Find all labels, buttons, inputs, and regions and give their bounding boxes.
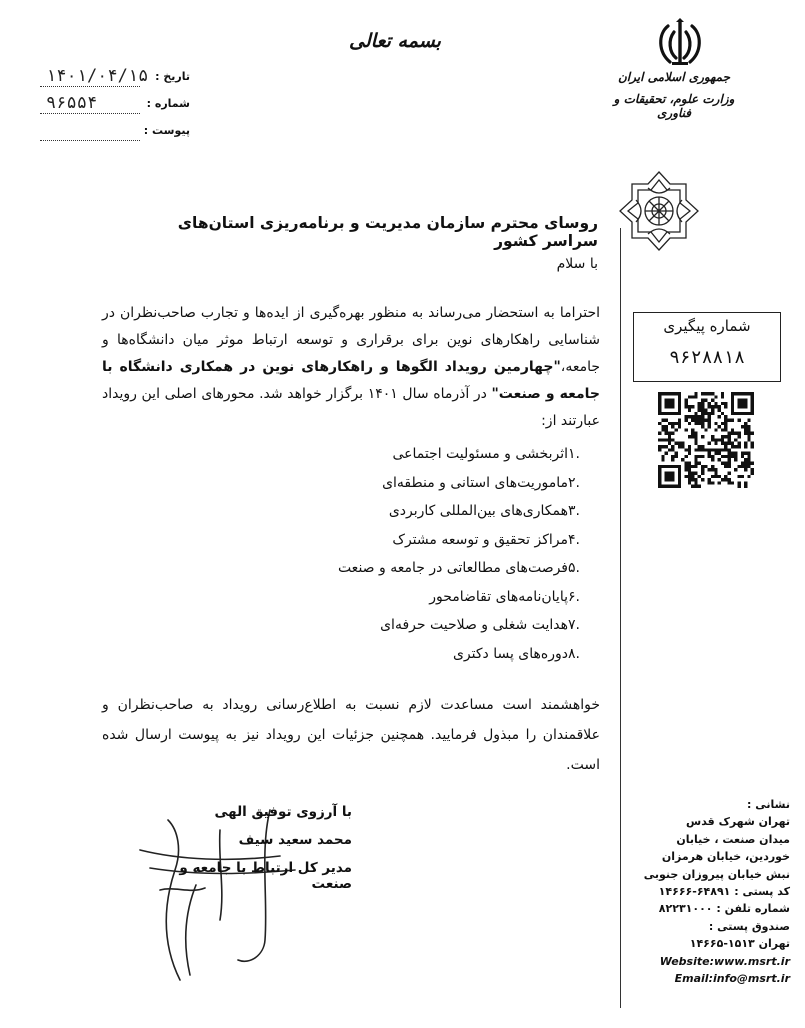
address-block <box>640 796 790 987</box>
address-label: نشانی : <box>747 798 790 811</box>
item-number: ۴. <box>568 531 580 548</box>
tracking-box <box>633 312 781 382</box>
phone-number: شماره تلفن : ۸۲۲۳۱۰۰۰ <box>658 902 790 916</box>
item-number: ۶. <box>568 588 580 605</box>
topics-list <box>300 440 600 668</box>
body-paragraph <box>102 300 600 435</box>
pobox-label: صندوق پستی : <box>708 919 790 933</box>
item-number: ۷. <box>568 617 580 634</box>
item-text: همکاری‌های بین‌المللی کاربردی <box>388 503 568 520</box>
number-dotted-line <box>40 113 140 114</box>
list-item <box>300 640 600 669</box>
item-number: ۸. <box>568 645 580 662</box>
ornament-icon <box>618 170 700 252</box>
item-text: دوره‌های پسا دکتری <box>452 645 568 662</box>
item-text: اثربخشی و مسئولیت اجتماعی <box>392 446 568 463</box>
para-part1: احتراما به استحضار می‌رساند به منظور بهره‌گیری از ایده‌ها و تجارب صاحب‌نظران در شناسایی راهکارهای نوین برای برقراری و توسعه ارتباط موثر میان دانشگاه‌ها و جامعه، <box>102 305 600 375</box>
item-text: فرصت‌های مطالعاتی در جامعه و صنعت <box>337 560 568 577</box>
address-line: میدان صنعت ، خیابان <box>676 832 790 846</box>
date-row <box>40 66 190 90</box>
item-text: مراکز تحقیق و توسعه مشترک <box>392 531 568 548</box>
address-line: خوردین، خیابان هرمزان <box>661 850 790 864</box>
item-text: هدایت شغلی و صلاحیت حرفه‌ای <box>380 617 568 634</box>
list-item <box>300 469 600 498</box>
attachment-row <box>40 124 190 144</box>
republic-name: جمهوری اسلامی ایران <box>617 70 731 84</box>
list-item <box>300 497 600 526</box>
item-number: ۳. <box>568 503 580 520</box>
date-value: ۱۴۰۱/۰۴/۱۵ <box>46 66 149 86</box>
pobox-value: تهران ۱۵۱۳-۱۴۶۶۵ <box>689 937 790 951</box>
para-part2: در آذرماه سال ۱۴۰۱ برگزار خواهد شد. محورهای اصلی این رویداد عبارتند از: <box>102 386 600 429</box>
signatory-name: محمد سعید سیف <box>238 832 352 848</box>
ministry-name: وزارت علوم، تحقیقات و فناوری <box>613 92 735 120</box>
list-item <box>300 440 600 469</box>
tracking-label: شماره پیگیری <box>663 317 751 335</box>
tracking-number: ۹۶۲۸۸۱۸ <box>669 347 745 368</box>
number-label: شماره : <box>146 97 190 110</box>
date-label: تاریخ : <box>155 70 190 83</box>
closing-paragraph: خواهشمند است مساعدت لازم نسبت به اطلاع‌رسانی رویداد به صاحب‌نظران و علاقمندان را مبذول فرمایید. همچنین جزئیات این رویداد نیز به پیوست ارسال شده است. <box>102 697 600 773</box>
attachment-label: پیوست : <box>143 124 190 137</box>
list-item <box>300 583 600 612</box>
vertical-divider <box>620 228 621 1008</box>
number-value: ۹۶۵۵۴ <box>46 93 98 113</box>
address-line: نبش خیابان پیروزان جنوبی <box>643 867 790 881</box>
greeting: با سلام <box>556 256 598 272</box>
email-link[interactable]: Email:info@msrt.ir <box>674 972 790 986</box>
date-dotted-line <box>40 86 140 87</box>
attachment-dotted-line <box>40 140 140 141</box>
list-item <box>300 611 600 640</box>
iran-emblem-icon <box>652 18 708 68</box>
item-number: ۱. <box>568 446 580 463</box>
item-number: ۵. <box>568 560 580 577</box>
website-link[interactable]: Website:www.msrt.ir <box>659 954 790 968</box>
list-item <box>300 554 600 583</box>
signatory-title: مدیر کل ارتباط با جامعه و صنعت <box>179 860 352 892</box>
list-item <box>300 526 600 555</box>
bismillah-heading: بسمه تعالی <box>349 30 441 52</box>
item-number: ۲. <box>568 474 580 491</box>
address-line: تهران شهرک قدس <box>686 815 790 829</box>
item-text: ماموریت‌های استانی و منطقه‌ای <box>382 474 568 491</box>
item-text: پایان‌نامه‌های تقاضامحور <box>429 588 568 605</box>
number-row <box>40 93 190 117</box>
postal-code: کد پستی : ۶۴۸۹۱-۱۴۶۶۶ <box>658 885 790 899</box>
qr-code-icon <box>658 392 754 488</box>
recipient-heading: روسای محترم سازمان مدیریت و برنامه‌ریزی استان‌های سراسر کشور <box>177 214 598 250</box>
event-title: "چهارمین رویداد الگوها و راهکارهای نوین در همکاری دانشگاه با جامعه و صنعت" <box>102 359 600 402</box>
signature-wish: با آرزوی توفیق الهی <box>214 804 352 820</box>
